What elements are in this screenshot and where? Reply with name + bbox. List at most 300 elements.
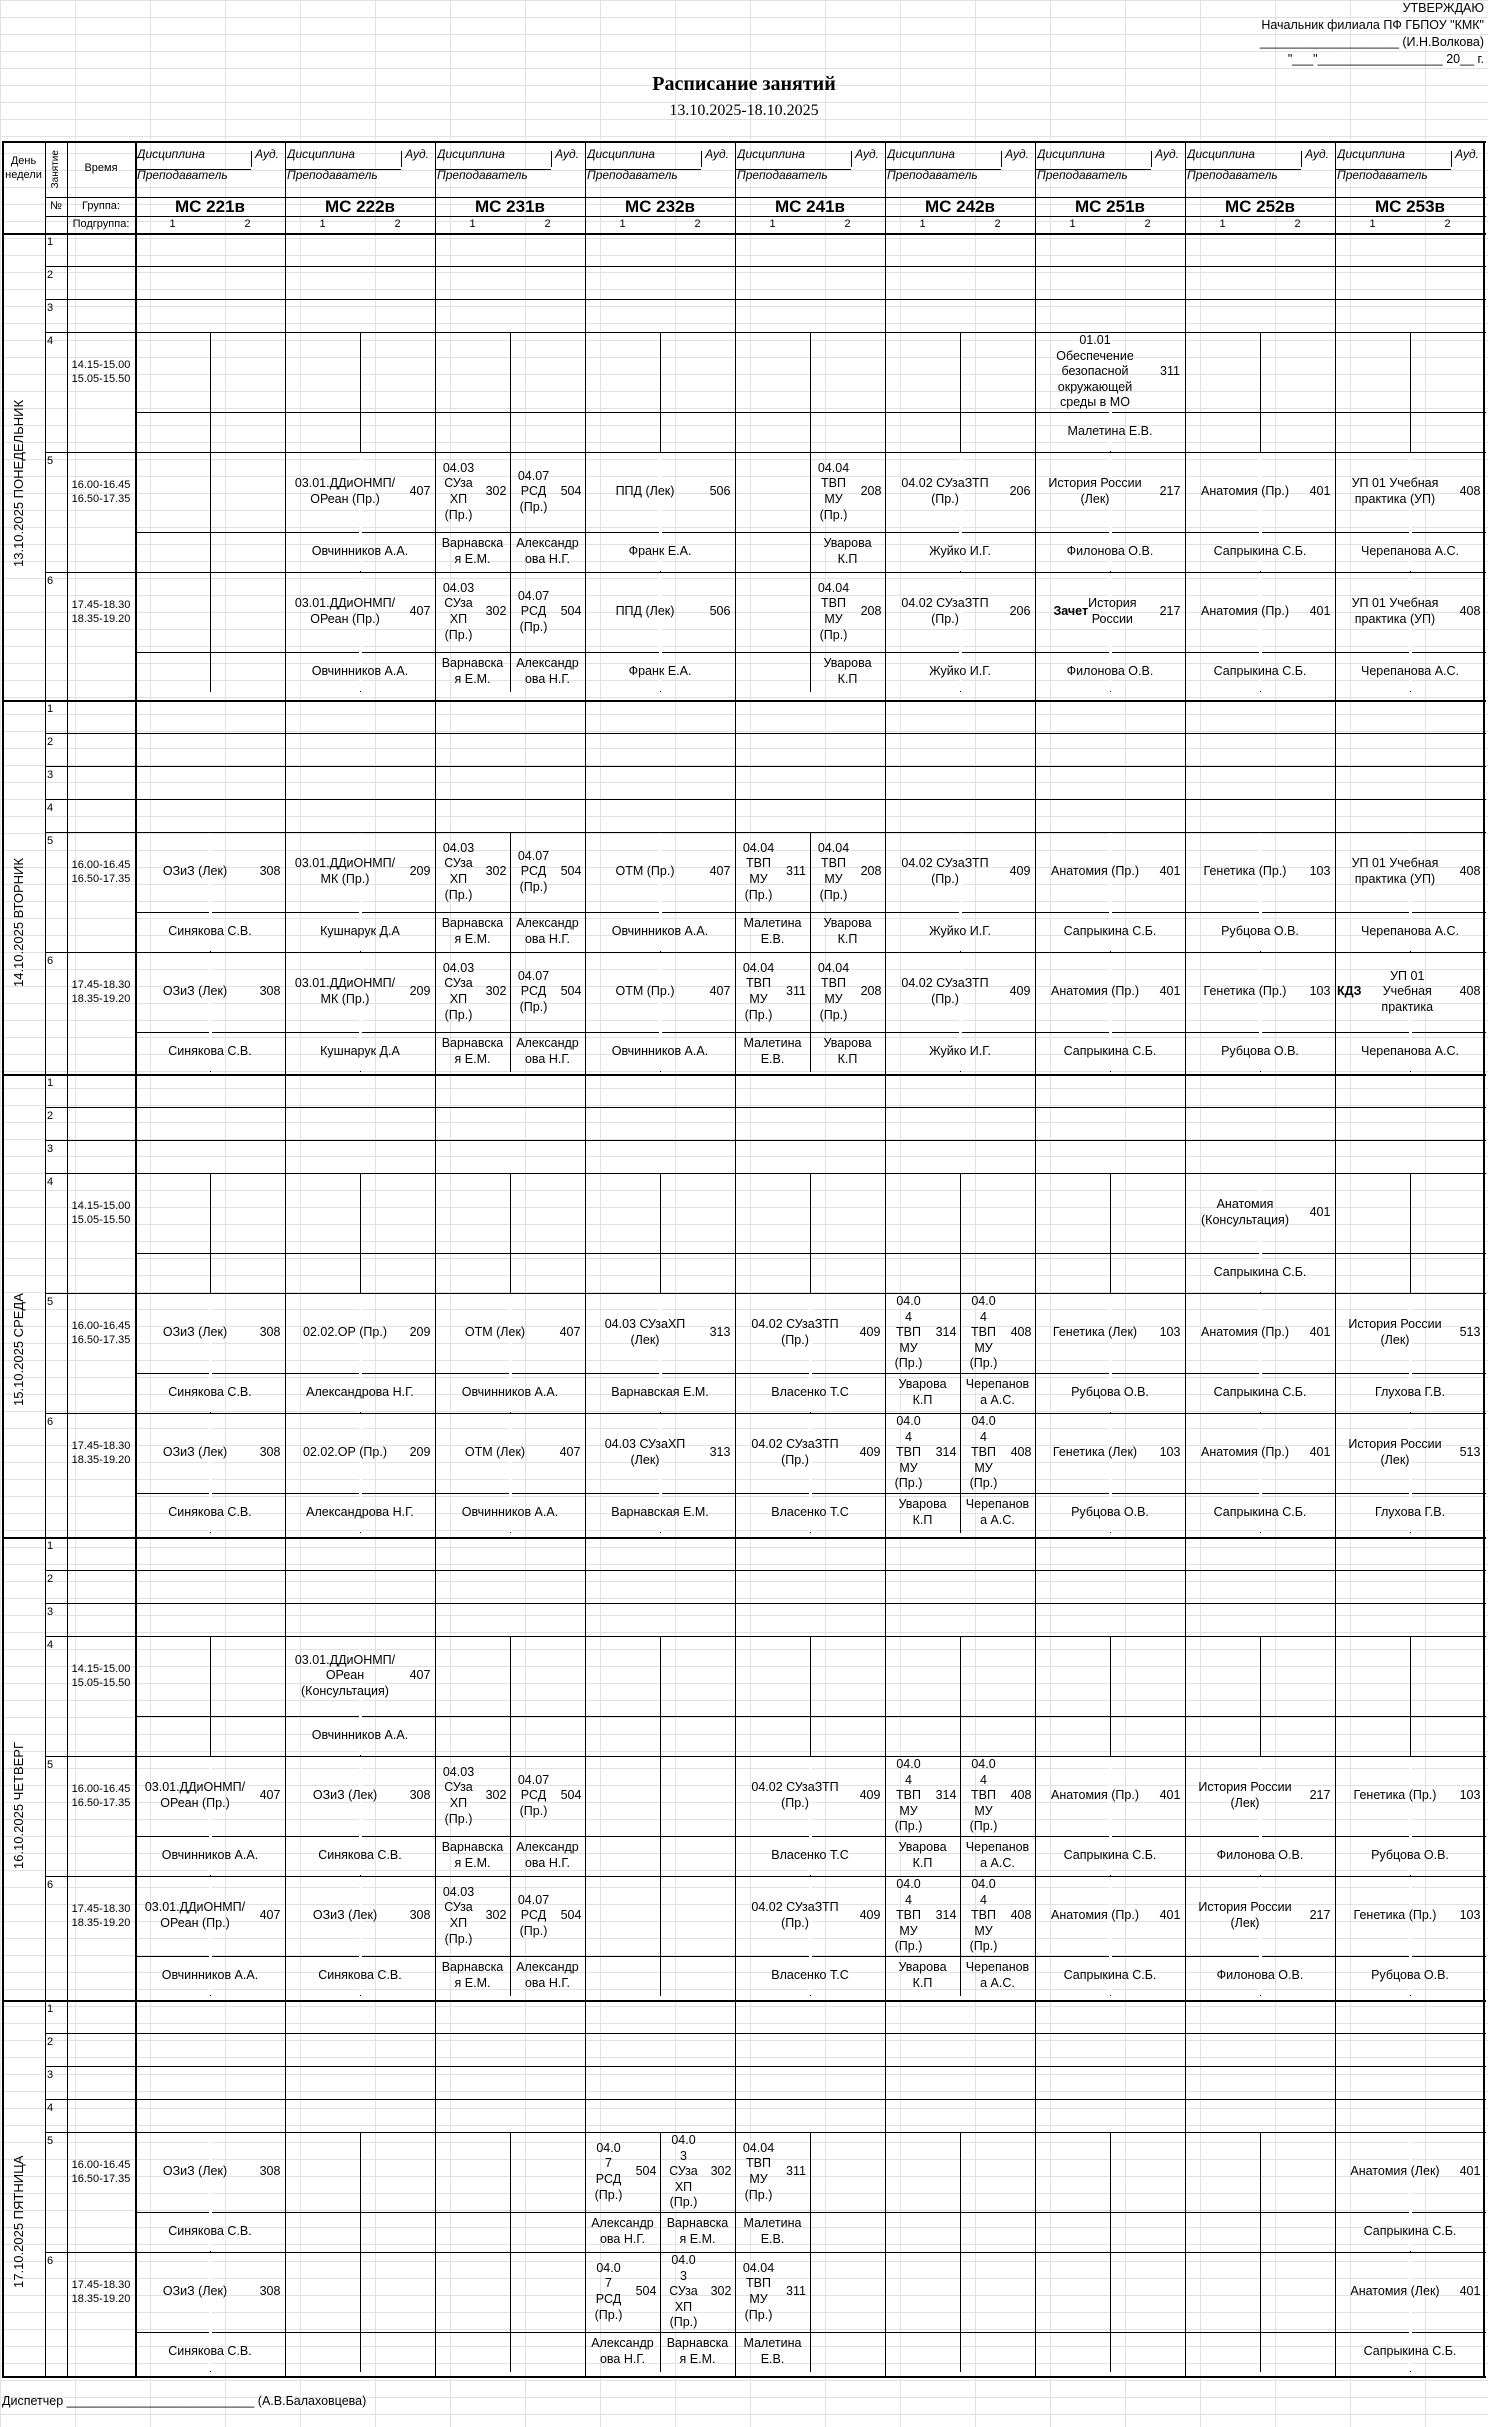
header-discipline: Дисциплина	[1337, 146, 1405, 161]
approval-line-4: "___"__________________ 20__ г.	[1287, 52, 1484, 66]
page-title: Расписание занятий	[652, 73, 836, 95]
entry-discipline-text: ОТМ (Пр.)	[615, 984, 675, 999]
entry-room: 308	[259, 2284, 281, 2299]
grid-line	[45, 766, 1486, 767]
grid-line	[285, 141, 286, 2376]
entry-discipline	[137, 2253, 253, 2331]
entry-room: 208	[860, 484, 882, 499]
entry-room: 513	[1459, 1445, 1481, 1460]
entry-teacher: Овчинников А.А.	[311, 664, 409, 679]
entry-discipline	[962, 1877, 1005, 1955]
entry-discipline-text: ОЗиЗ (Лек)	[162, 2284, 228, 2299]
lesson-time: 14.15-15.00 15.05-15.50	[71, 1663, 131, 1689]
subgroup-divider	[360, 2252, 361, 2372]
header-discipline: Дисциплина	[437, 146, 505, 161]
entry-room: 409	[859, 1325, 881, 1340]
entry-room: 103	[1159, 1445, 1181, 1460]
entry-room: 408	[1010, 1788, 1032, 1803]
entry-discipline-text: История России (Лек)	[1348, 1317, 1442, 1347]
entry-room: 409	[859, 1908, 881, 1923]
entry-discipline	[1187, 573, 1303, 651]
entry-teacher: Сапрыкина С.Б.	[1363, 2344, 1457, 2359]
subgroup-divider	[810, 2132, 811, 2252]
lesson-time: 14.15-15.00 15.05-15.50	[71, 1200, 131, 1226]
lesson-time: 16.00-16.45 16.50-17.35	[71, 1320, 131, 1346]
entry-room: 313	[709, 1325, 731, 1340]
entry-room: 308	[259, 864, 281, 879]
entry-room: 409	[1009, 984, 1031, 999]
grid-line	[45, 1107, 1486, 1108]
subgroup-divider	[210, 332, 211, 452]
entry-discipline-text: ОЗиЗ (Лек)	[162, 984, 228, 999]
lesson-number: 4	[47, 1639, 54, 1652]
subgroup-1: 1	[1369, 217, 1376, 230]
entry-discipline-text: ОТМ (Пр.)	[615, 864, 675, 879]
entry-room: 401	[1309, 484, 1331, 499]
entry-teacher: Франк Е.А.	[628, 544, 692, 559]
entry-discipline-text: ОЗиЗ (Лек)	[162, 1445, 228, 1460]
entry-discipline-text: Анатомия (Консультация)	[1201, 1197, 1289, 1227]
entry-teacher: Сапрыкина С.Б.	[1063, 1044, 1157, 1059]
entry-teacher: Варнавска я Е.М.	[441, 1960, 504, 1990]
entry-discipline	[1337, 953, 1453, 1031]
entry-discipline	[737, 1877, 853, 1955]
entry-discipline-text: 03.01.ДДиОНМП/ ОРеан (Пр.)	[144, 1900, 246, 1930]
entry-discipline	[437, 953, 480, 1031]
subgroup-divider	[1260, 332, 1261, 452]
lesson-number: 2	[47, 736, 54, 749]
entry-teacher: Жуйко И.Г.	[929, 544, 991, 559]
entry-discipline-text: 03.01.ДДиОНМП/ МК (Пр.)	[294, 976, 396, 1006]
entry-discipline-text: УП 01 Учебная практика (УП)	[1351, 476, 1439, 506]
group-name: МС 231в	[475, 197, 545, 216]
day-name: ЧЕТВЕРГ	[11, 1741, 26, 1800]
entry-discipline	[1187, 1294, 1303, 1372]
entry-discipline-text: Анатомия (Пр.)	[1050, 864, 1139, 879]
subgroup-1: 1	[619, 217, 626, 230]
entry-teacher: Филонова О.В.	[1066, 664, 1154, 679]
day-separator	[2, 2376, 1486, 2378]
entry-teacher: Черепанов а А.С.	[965, 1497, 1030, 1527]
lesson-number: 2	[47, 269, 54, 282]
entry-discipline-text: 04.02 СУзаЗТП (Пр.)	[901, 856, 989, 886]
lesson-number: 1	[47, 703, 54, 716]
entry-teacher: Сапрыкина С.Б.	[1213, 1265, 1307, 1280]
entry-teacher: Варнавска я Е.М.	[441, 536, 504, 566]
entry-discipline-text: 04.04 ТВП МУ (Пр.)	[742, 960, 775, 1022]
day-name: ПОНЕДЕЛЬНИК	[11, 399, 26, 498]
subgroup-divider	[810, 1173, 811, 1293]
entry-discipline	[737, 833, 780, 911]
entry-discipline	[1037, 833, 1153, 911]
entry-teacher: Жуйко И.Г.	[929, 664, 991, 679]
entry-room: 217	[1159, 484, 1181, 499]
entry-discipline-text: 04.0 4 ТВП МУ (Пр.)	[969, 1757, 998, 1834]
entry-discipline	[437, 1414, 553, 1492]
entry-discipline	[587, 2133, 630, 2211]
entry-room: 308	[409, 1908, 431, 1923]
schedule-table	[0, 140, 1488, 2376]
entry-discipline	[437, 1757, 480, 1835]
entry-room: 314	[935, 1445, 957, 1460]
entry-room: 217	[1309, 1788, 1331, 1803]
entry-teacher: Варнавска я Е.М.	[666, 2216, 729, 2246]
grid-line	[735, 141, 736, 2376]
grid-line	[45, 2099, 1486, 2100]
entry-discipline-text: Анатомия (Пр.)	[1050, 984, 1139, 999]
entry-discipline-text: Генетика (Пр.)	[1203, 984, 1287, 999]
subgroup-divider	[1110, 2132, 1111, 2252]
lesson-number: 4	[47, 802, 54, 815]
entry-discipline	[1337, 1294, 1453, 1372]
grid-line	[45, 1570, 1486, 1571]
entry-room: 401	[1159, 1788, 1181, 1803]
entry-discipline	[887, 453, 1003, 531]
entry-discipline	[1337, 453, 1453, 531]
subgroup-2: 2	[1144, 217, 1151, 230]
entry-room: 409	[859, 1788, 881, 1803]
approval-line-3: ____________________ (И.Н.Волкова)	[1259, 35, 1484, 49]
entry-discipline	[1187, 1174, 1303, 1252]
entry-discipline	[287, 453, 403, 531]
grid-line	[45, 733, 1486, 734]
entry-discipline	[887, 1877, 930, 1955]
header-teacher: Преподаватель	[1187, 169, 1278, 182]
entry-teacher: Синякова С.В.	[168, 1044, 252, 1059]
entry-room: 208	[860, 984, 882, 999]
subgroup-divider	[660, 1636, 661, 1756]
entry-room: 217	[1309, 1908, 1331, 1923]
grid-line	[45, 299, 1486, 300]
entry-teacher: Овчинников А.А.	[311, 544, 409, 559]
entry-teacher: Уварова К.П	[823, 916, 872, 946]
entry-room: 401	[1309, 1445, 1331, 1460]
entry-discipline	[887, 1414, 930, 1492]
grid-line	[45, 332, 1486, 333]
entry-discipline-text: 04.0 4 ТВП МУ (Пр.)	[894, 1294, 923, 1371]
lesson-number: 1	[47, 1540, 54, 1553]
entry-discipline-text: 04.02 СУзаЗТП (Пр.)	[901, 596, 989, 626]
entry-discipline	[737, 2253, 780, 2331]
subgroup-1: 1	[919, 217, 926, 230]
entry-room: 401	[1159, 864, 1181, 879]
entry-discipline-text: 04.03 СУза ХП (Пр.)	[442, 580, 475, 642]
entry-discipline	[512, 833, 555, 911]
subgroup-divider	[810, 2252, 811, 2372]
entry-room: 504	[560, 484, 582, 499]
entry-room: 506	[709, 484, 731, 499]
entry-discipline-text: ОЗиЗ (Лек)	[162, 2164, 228, 2179]
entry-discipline-text: 04.02 СУзаЗТП (Пр.)	[901, 976, 989, 1006]
entry-discipline	[287, 1414, 403, 1492]
entry-room: 407	[409, 484, 431, 499]
entry-discipline-text: 02.02.ОР (Пр.)	[302, 1325, 388, 1340]
entry-room: 504	[635, 2284, 657, 2299]
entry-room: 506	[709, 604, 731, 619]
entry-teacher: Варнавская Е.М.	[611, 1385, 709, 1400]
entry-room: 409	[859, 1445, 881, 1460]
subgroup-divider	[510, 332, 511, 452]
entry-teacher: Овчинников А.А.	[611, 1044, 709, 1059]
entry-room: 209	[409, 864, 431, 879]
entry-room: 407	[259, 1788, 281, 1803]
entry-discipline-text: 03.01.ДДиОНМП/ ОРеан (Консультация)	[294, 1652, 396, 1698]
entry-teacher: Рубцова О.В.	[1071, 1385, 1149, 1400]
entry-teacher: Синякова С.В.	[168, 2344, 252, 2359]
entry-room: 408	[1010, 1325, 1032, 1340]
grid-line	[45, 141, 46, 2376]
group-name: МС 253в	[1375, 197, 1445, 216]
entry-room: 209	[409, 984, 431, 999]
header-teacher: Преподаватель	[737, 169, 828, 182]
day-name: СРЕДА	[11, 1292, 26, 1337]
entry-teacher: Александр ова Н.Г.	[591, 2216, 654, 2246]
subgroup-divider	[360, 332, 361, 452]
entry-teacher: Рубцова О.В.	[1221, 1044, 1299, 1059]
entry-discipline	[1037, 1294, 1153, 1372]
entry-discipline-text: 04.0 4 ТВП МУ (Пр.)	[969, 1877, 998, 1954]
entry-discipline-text: Анатомия (Лек)	[1350, 2164, 1440, 2179]
entry-discipline-text: ОЗиЗ (Лек)	[162, 864, 228, 879]
day-date: 13.10.2025	[11, 497, 26, 567]
subgroup-divider	[510, 2252, 511, 2372]
entry-discipline	[737, 1757, 853, 1835]
entry-teacher: Рубцова О.В.	[1071, 1505, 1149, 1520]
entry-teacher: Овчинников А.А.	[461, 1505, 559, 1520]
entry-discipline	[662, 2133, 705, 2211]
subgroup-1: 1	[319, 217, 326, 230]
entry-room: 302	[485, 984, 507, 999]
entry-room: 302	[485, 604, 507, 619]
entry-teacher: Варнавска я Е.М.	[666, 2336, 729, 2366]
entry-discipline-text: Анатомия (Лек)	[1350, 2284, 1440, 2299]
subgroup-2: 2	[1294, 217, 1301, 230]
entry-room: 302	[485, 1908, 507, 1923]
entry-room: 314	[935, 1788, 957, 1803]
entry-room: 103	[1309, 864, 1331, 879]
entry-room: 408	[1459, 864, 1481, 879]
lesson-number: 5	[47, 1759, 54, 1772]
entry-room: 308	[409, 1788, 431, 1803]
lesson-time: 16.00-16.45 16.50-17.35	[71, 479, 131, 505]
entry-room: 504	[560, 984, 582, 999]
entry-teacher: Уварова К.П	[898, 1840, 947, 1870]
entry-discipline	[137, 953, 253, 1031]
subgroup-divider	[1410, 332, 1411, 452]
entry-discipline-text: 03.01.ДДиОНМП/ ОРеан (Пр.)	[294, 596, 396, 626]
header-discipline: Дисциплина	[887, 146, 955, 161]
entry-discipline-text: ОТМ (Лек)	[464, 1445, 526, 1460]
entry-discipline	[1037, 1877, 1153, 1955]
entry-teacher: Малетина Е.В.	[743, 2216, 802, 2246]
group-name: МС 221в	[175, 197, 245, 216]
entry-discipline-text: 04.04 ТВП МУ (Пр.)	[817, 960, 850, 1022]
entry-teacher: Уварова К.П	[898, 1377, 947, 1407]
entry-discipline-text: Генетика (Пр.)	[1203, 864, 1287, 879]
header-discipline: Дисциплина	[137, 146, 205, 161]
entry-discipline	[287, 1637, 403, 1715]
entry-discipline	[437, 833, 480, 911]
day-date: 17.10.2025	[11, 2219, 26, 2288]
subgroup-1: 1	[169, 217, 176, 230]
entry-room: 311	[786, 2284, 806, 2299]
entry-teacher: Жуйко И.Г.	[929, 1044, 991, 1059]
entry-teacher: Уварова К.П	[898, 1960, 947, 1990]
entry-room: 504	[560, 1788, 582, 1803]
day-separator	[2, 2000, 1486, 2002]
entry-room: 103	[1459, 1908, 1481, 1923]
subgroup-divider	[660, 1876, 661, 1996]
entry-room: 408	[1459, 484, 1481, 499]
subgroup-divider	[810, 332, 811, 452]
entry-discipline-text: Генетика (Лек)	[1052, 1445, 1138, 1460]
header-aud: Ауд.	[1455, 146, 1479, 161]
entry-teacher: Глухова Г.В.	[1374, 1505, 1446, 1520]
subgroup-divider	[510, 1173, 511, 1293]
entry-discipline	[1037, 953, 1153, 1031]
subgroup-divider	[960, 1173, 961, 1293]
day-date: 14.10.2025	[11, 918, 26, 987]
entry-room: 504	[560, 864, 582, 879]
entry-discipline	[587, 833, 703, 911]
entry-discipline-text: 04.07 РСД (Пр.)	[517, 468, 550, 514]
day-name: ВТОРНИК	[11, 858, 26, 919]
subgroup-1: 1	[1219, 217, 1226, 230]
entry-teacher: Александрова Н.Г.	[306, 1505, 414, 1520]
grid-line	[435, 141, 436, 2376]
entry-discipline	[137, 1294, 253, 1372]
entry-discipline	[587, 1414, 703, 1492]
subgroup-divider	[960, 1636, 961, 1756]
entry-teacher: Александрова Н.Г.	[306, 1385, 414, 1400]
entry-room: 408	[1459, 604, 1481, 619]
entry-teacher: Малетина Е.В.	[743, 916, 802, 946]
entry-discipline	[1337, 1414, 1453, 1492]
lesson-number: 3	[47, 2069, 54, 2082]
entry-discipline-text: 04.0 4 ТВП МУ (Пр.)	[894, 1877, 923, 1954]
entry-discipline-text: История России	[1088, 596, 1137, 626]
entry-teacher: Уварова К.П	[898, 1497, 947, 1527]
subgroup-1: 1	[769, 217, 776, 230]
approval-block	[1260, 0, 1484, 68]
entry-teacher: Александр ова Н.Г.	[516, 916, 579, 946]
header-teacher: Преподаватель	[1337, 169, 1428, 182]
entry-discipline	[1337, 2133, 1453, 2211]
day-date: 16.10.2025	[11, 1799, 26, 1869]
entry-teacher: Малетина Е.В.	[743, 1036, 802, 1066]
header-day: День недели	[5, 154, 42, 181]
entry-discipline	[812, 953, 855, 1031]
lesson-number: 5	[47, 2135, 54, 2148]
subgroup-divider	[1110, 1173, 1111, 1293]
entry-room: 308	[259, 2164, 281, 2179]
lesson-number: 3	[47, 302, 54, 315]
entry-discipline-text: 04.04 ТВП МУ (Пр.)	[742, 2260, 775, 2322]
entry-discipline-text: Анатомия (Пр.)	[1200, 1325, 1289, 1340]
lesson-number: 1	[47, 236, 54, 249]
entry-room: 103	[1459, 1788, 1481, 1803]
entry-discipline-text: 04.07 РСД (Пр.)	[517, 1772, 550, 1818]
entry-discipline	[512, 953, 555, 1031]
entry-discipline-text: 04.04 ТВП МУ (Пр.)	[817, 460, 850, 522]
header-discipline: Дисциплина	[1187, 146, 1255, 161]
entry-room: 401	[1459, 2164, 1481, 2179]
entry-discipline	[512, 573, 555, 651]
entry-discipline-text: 04.02 СУзаЗТП (Пр.)	[751, 1900, 839, 1930]
entry-teacher: Варнавска я Е.М.	[441, 916, 504, 946]
grid-line	[45, 1636, 1486, 1637]
lesson-time: 17.45-18.30 18.35-19.20	[71, 1440, 131, 1466]
entry-teacher: Александр ова Н.Г.	[591, 2336, 654, 2366]
entry-room: 408	[1459, 984, 1481, 999]
subgroup-divider	[510, 2132, 511, 2252]
entry-discipline	[962, 1757, 1005, 1835]
group-name: МС 222в	[325, 197, 395, 216]
entry-discipline-text: 04.04 ТВП МУ (Пр.)	[742, 2140, 775, 2202]
entry-discipline-text: УП 01 Учебная практика (УП)	[1351, 856, 1439, 886]
subgroup-divider	[360, 2132, 361, 2252]
lesson-time: 17.45-18.30 18.35-19.20	[71, 599, 131, 625]
subgroup-divider	[1260, 1636, 1261, 1756]
grid-line	[135, 141, 137, 2376]
entry-discipline-text: 04.03 СУза ХП (Пр.)	[442, 460, 475, 522]
entry-discipline-text: История России (Лек)	[1198, 1780, 1292, 1810]
entry-room: 401	[1159, 984, 1181, 999]
entry-discipline	[662, 2253, 705, 2331]
grid-line	[45, 2033, 1486, 2034]
entry-discipline	[1037, 573, 1153, 651]
header-aud: Ауд.	[705, 146, 729, 161]
entry-discipline	[437, 453, 480, 531]
lesson-time: 17.45-18.30 18.35-19.20	[71, 1903, 131, 1929]
entry-teacher: Александр ова Н.Г.	[516, 1960, 579, 1990]
entry-room: 302	[710, 2164, 732, 2179]
entry-teacher: Черепанова А.С.	[1361, 1044, 1459, 1059]
entry-teacher: Овчинников А.А.	[161, 1968, 259, 1983]
entry-teacher: Власенко Т.С	[771, 1848, 849, 1863]
entry-discipline	[287, 1757, 403, 1835]
grid-line	[1335, 141, 1336, 2376]
subgroup-divider	[660, 332, 661, 452]
entry-discipline	[962, 1414, 1005, 1492]
entry-teacher: Кушнарук Д.А	[320, 924, 400, 939]
entry-discipline	[587, 1294, 703, 1372]
header-time: Время	[84, 162, 118, 175]
entry-discipline	[737, 2133, 780, 2211]
entry-teacher: Овчинников А.А.	[611, 924, 709, 939]
entry-teacher: Черепанов а А.С.	[965, 1840, 1030, 1870]
subgroup-divider	[1110, 1636, 1111, 1756]
entry-teacher: Сапрыкина С.Б.	[1213, 544, 1307, 559]
entry-discipline-text: 04.03 СУзаХП (Лек)	[604, 1437, 686, 1467]
subgroup-divider	[960, 2252, 961, 2372]
subgroup-divider	[810, 1636, 811, 1756]
header-aud: Ауд.	[1155, 146, 1179, 161]
entry-room: 311	[786, 2164, 806, 2179]
entry-room: 206	[1009, 604, 1031, 619]
entry-discipline	[587, 453, 703, 531]
header-aud: Ауд.	[1005, 146, 1029, 161]
entry-room: 314	[935, 1908, 957, 1923]
entry-discipline-text: ОЗиЗ (Лек)	[162, 1325, 228, 1340]
entry-room: 504	[560, 604, 582, 619]
grid-line	[585, 141, 586, 2376]
entry-discipline-text: 04.03 СУза ХП (Пр.)	[442, 840, 475, 902]
subgroup-divider	[1110, 2252, 1111, 2372]
entry-discipline	[587, 2253, 630, 2331]
entry-room: 302	[710, 2284, 732, 2299]
entry-discipline-text: 04.03 СУза ХП (Пр.)	[442, 960, 475, 1022]
